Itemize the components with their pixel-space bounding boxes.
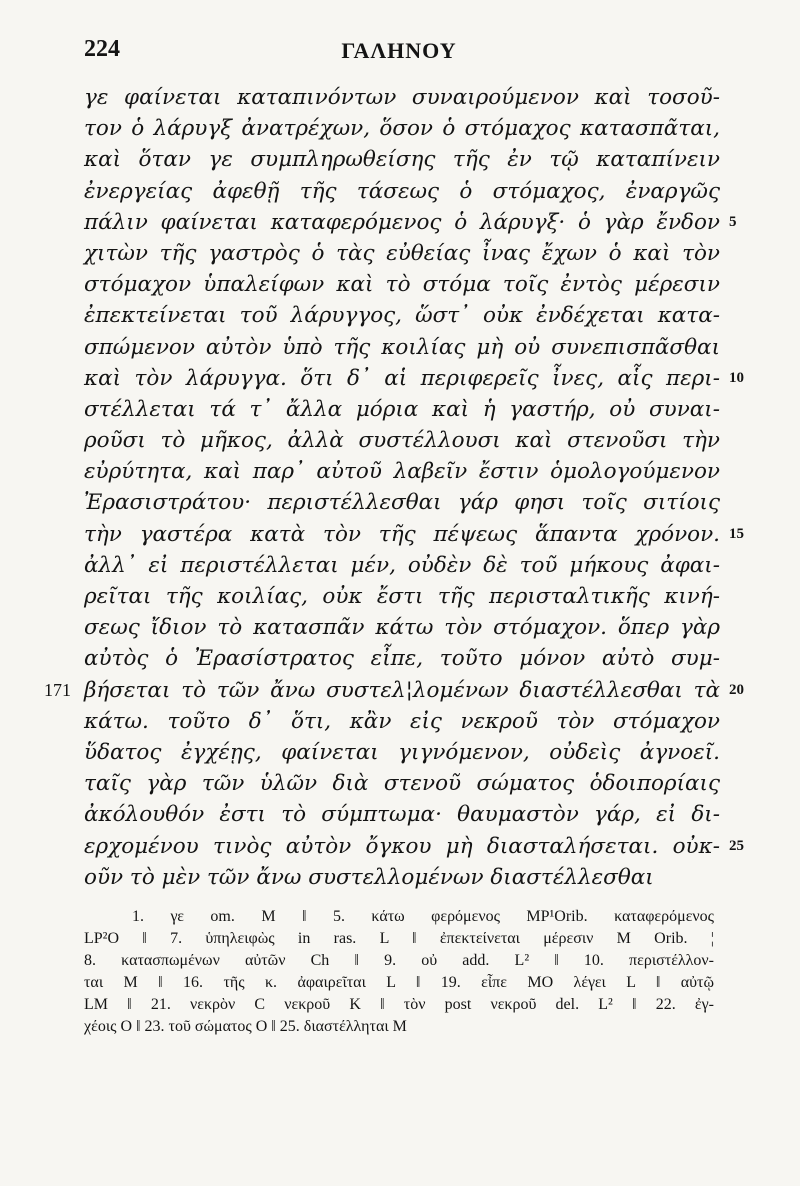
text-line-content: τὴν γαστέρα κατὰ τὸν τῆς πέψεως ἅπαντα χρόνον. <box>84 521 720 547</box>
line-number: 10 <box>729 369 744 386</box>
apparatus-line: 1. γε om. M ‖ 5. κάτω φερόμενος MP¹Orib. καταφερόμενος <box>132 908 714 925</box>
text-line <box>84 581 720 612</box>
apparatus-line: LP²O ‖ 7. ὑπηλειφὼς in ras. L ‖ ἐπεκτείνεται μέρεσιν M Orib. ¦ <box>84 930 714 947</box>
text-line <box>84 519 744 550</box>
critical-apparatus <box>84 906 714 1038</box>
text-line-content: ἐνεργείας ἀφεθῇ τῆς τάσεως ὁ στόμαχος, ἐναργῶς <box>84 178 720 204</box>
apparatus-line: LM ‖ 21. νεκρὸν C νεκροῦ K ‖ τὸν post νεκροῦ del. L² ‖ 22. ἐγ- <box>84 996 714 1013</box>
text-line <box>84 144 720 175</box>
text-line <box>84 799 720 830</box>
text-line <box>84 300 720 331</box>
text-line <box>84 737 720 768</box>
text-line-content: Ἐρασιστράτου· περιστέλλεσθαι γάρ φησι τοῖς σιτίοις <box>84 490 720 516</box>
text-line-content: τον ὁ λάρυγξ ἀνατρέχων, ὅσον ὁ στόμαχος κατασπᾶται, <box>84 116 720 142</box>
text-line-content: ἀκόλουθόν ἐστι τὸ σύμπτωμα· θαυμαστὸν γάρ, εἰ δι- <box>84 802 720 828</box>
page-header <box>84 36 714 76</box>
text-line-content: γε φαίνεται καταπινόντων συναιρούμενον καὶ τοσοῦ- <box>84 85 720 110</box>
text-line <box>84 238 720 269</box>
page-number: 224 <box>84 36 120 62</box>
text-line <box>84 487 720 518</box>
text-line <box>84 550 720 581</box>
text-line-content: ρεῖται τῆς κοιλίας, οὐκ ἔστι τῆς περισταλτικῆς κινή- <box>84 584 720 609</box>
line-number: 5 <box>729 213 737 230</box>
text-line <box>84 207 737 238</box>
main-text <box>44 82 744 893</box>
text-line <box>84 176 720 207</box>
text-line-content: καὶ τὸν λάρυγγα. ὅτι δ᾽ αἱ περιφερεῖς ἶνες, αἷς περι- <box>84 365 720 391</box>
text-line <box>44 675 744 706</box>
text-line-content: ταῖς γὰρ τῶν ὑλῶν διὰ στενοῦ σώματος ὁδοιπορίαις <box>84 771 720 797</box>
line-number: 20 <box>729 681 744 698</box>
text-line-content: πάλιν φαίνεται καταφερόμενος ὁ λάρυγξ· ὁ γὰρ ἔνδον <box>84 209 720 235</box>
text-line <box>84 456 720 487</box>
text-line-content: οῦν τὸ μὲν τῶν ἄνω συστελλομένων διαστέλλεσθαι <box>84 864 654 890</box>
text-line <box>84 862 720 893</box>
line-number: 25 <box>729 837 744 854</box>
apparatus-line: 8. κατασπωμένων αὐτῶν Ch ‖ 9. οὐ add. L² ‖ 10. περιστέλλον- <box>84 952 714 969</box>
text-line-content: ἀλλ᾽ εἰ περιστέλλεται μέν, οὐδὲν δὲ τοῦ μήκους ἀφαι- <box>84 552 720 578</box>
text-line <box>84 332 720 363</box>
text-line <box>84 82 720 113</box>
text-line-content: στόμαχον ὑπαλείφων καὶ τὸ στόμα τοῖς ἐντὸς μέρεσιν <box>84 272 720 298</box>
text-line-content: ἐπεκτείνεται τοῦ λάρυγγος, ὥστ᾽ οὐκ ἐνδέχεται κατα- <box>84 303 720 329</box>
text-line <box>84 831 744 862</box>
line-number: 15 <box>729 525 744 542</box>
text-line-content: χιτὼν τῆς γαστρὸς ὁ τὰς εὐθείας ἶνας ἔχων ὁ καὶ τὸν <box>84 240 720 266</box>
text-line-content: εὐρύτητα, καὶ παρ᾽ αὐτοῦ λαβεῖν ἔστιν ὁμολογούμενον <box>84 459 720 485</box>
text-line <box>84 363 744 394</box>
text-line-content: σεως ἴδιον τὸ κατασπᾶν κάτω τὸν στόμαχον. ὅπερ γὰρ <box>84 615 720 641</box>
text-line <box>84 768 720 799</box>
margin-page-reference: 171 <box>44 679 71 700</box>
running-title: ΓΑΛΗΝΟΥ <box>341 38 457 63</box>
text-line-content: σπώμενον αὐτὸν ὑπὸ τῆς κοιλίας μὴ οὐ συνεπισπᾶσθαι <box>84 334 720 360</box>
text-line <box>84 643 720 674</box>
text-line-content: αὐτὸς ὁ Ἐρασίστρατος εἶπε, τοῦτο μόνον αὐτὸ συμ- <box>84 646 720 672</box>
text-line <box>84 113 720 144</box>
text-line-content: καὶ ὅταν γε συμπληρωθείσης τῆς ἐν τῷ καταπίνειν <box>84 147 720 173</box>
apparatus-line: χέοις O ‖ 23. τοῦ σώματος O ‖ 25. διαστέλληται M <box>84 1018 407 1035</box>
text-line-content: ερχομένου τινὸς αὐτὸν ὄγκου μὴ διασταλήσεται. οὐκ- <box>84 833 720 859</box>
text-line <box>84 394 720 425</box>
text-line-content: βήσεται τὸ τῶν ἄνω συστελ¦λομένων διαστέλλεσθαι τὰ <box>84 677 720 703</box>
text-line-content: κάτω. τοῦτο δ᾽ ὅτι, κἂν εἰς νεκροῦ τὸν στόμαχον <box>84 708 720 734</box>
text-line-content: ροῦσι τὸ μῆκος, ἀλλὰ συστέλλουσι καὶ στενοῦσι τὴν <box>84 428 720 454</box>
text-line-content: ὕδατος ἐγχέῃς, φαίνεται γιγνόμενον, οὐδεὶς ἀγνοεῖ. <box>84 739 720 765</box>
apparatus-line: ται M ‖ 16. τῆς κ. ἀφαιρεῖται L ‖ 19. εἶπε MO λέγει L ‖ αὐτῷ <box>84 974 714 991</box>
text-line <box>84 425 720 456</box>
text-line <box>84 269 720 300</box>
text-line <box>84 706 720 737</box>
text-line-content: στέλλεται τά τ᾽ ἄλλα μόρια καὶ ἡ γαστήρ, οὐ συναι- <box>84 396 720 422</box>
text-line <box>84 612 720 643</box>
